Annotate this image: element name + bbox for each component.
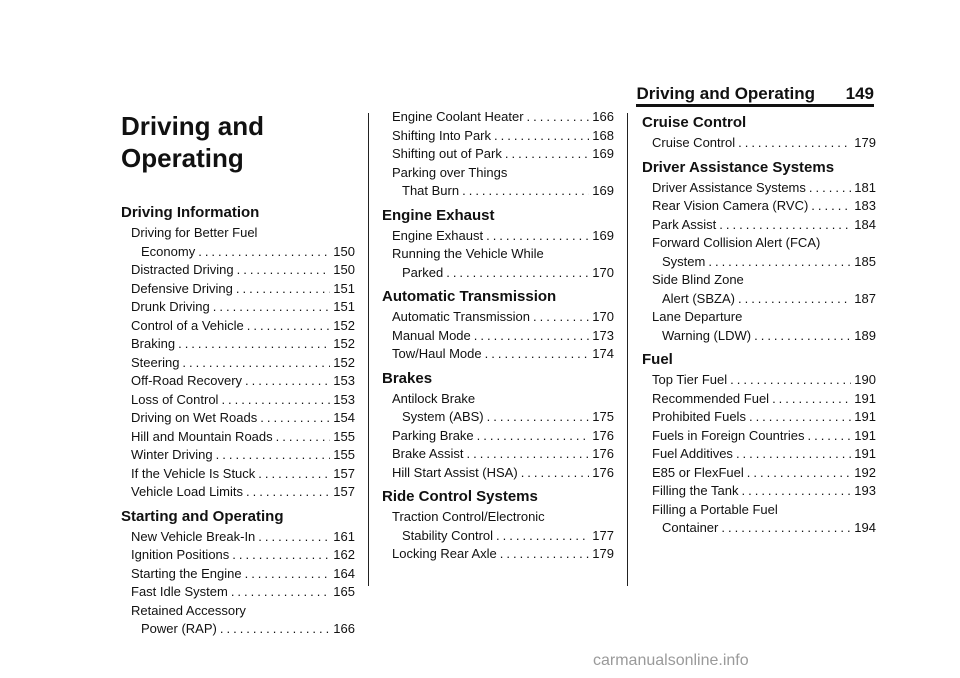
toc-entry-lead: Side Blind Zone <box>652 272 744 287</box>
section-heading: Driver Assistance Systems <box>642 158 835 176</box>
toc-entry-page: 191 <box>854 427 876 443</box>
toc-entry-page: 183 <box>854 198 876 213</box>
dot-leader <box>245 372 330 391</box>
toc-entry-page: 166 <box>333 621 355 636</box>
toc-entry[interactable] <box>642 234 876 271</box>
dot-leader <box>505 145 589 164</box>
section-heading: Brakes <box>382 369 433 387</box>
dot-leader <box>754 327 851 346</box>
toc-entry-title: Top Tier Fuel <box>652 372 728 387</box>
toc-entry-page: 173 <box>592 327 614 343</box>
toc-entry-title: Control of a Vehicle <box>131 317 244 333</box>
toc-section-brakes <box>382 370 614 483</box>
dot-leader <box>747 464 852 483</box>
toc-entry-title: Steering <box>131 354 180 370</box>
toc-column-2 <box>382 108 614 564</box>
toc-entry-title: Distracted Driving <box>131 262 234 277</box>
toc-entry-title: Driving on Wet Roads <box>131 410 258 425</box>
toc-entry-page: 169 <box>592 227 614 243</box>
toc-entry-title: Ignition Positions <box>131 547 230 562</box>
toc-entry-title: Tow/Haul Mode <box>392 346 482 361</box>
dot-leader <box>807 427 851 446</box>
toc-entry-lead: Forward Collision Alert (FCA) <box>652 235 821 250</box>
section-heading: Engine Exhaust <box>382 206 495 224</box>
toc-entry-page: 191 <box>854 390 876 406</box>
toc-entry[interactable] <box>121 317 355 336</box>
toc-entry-page: 152 <box>333 354 355 370</box>
dot-leader <box>730 371 851 390</box>
dot-leader <box>462 182 589 201</box>
dot-leader <box>521 464 590 483</box>
dot-leader <box>738 134 851 153</box>
dot-leader <box>276 428 331 447</box>
toc-entry[interactable] <box>642 216 876 235</box>
toc-entry-lead: Lane Departure <box>652 309 743 324</box>
toc-entry[interactable] <box>642 445 876 464</box>
toc-entry[interactable] <box>121 372 355 391</box>
toc-entry-title: System <box>662 253 706 269</box>
toc-entry-title: Hill Start Assist (HSA) <box>392 464 518 480</box>
toc-entry[interactable] <box>121 298 355 317</box>
toc-entry[interactable] <box>121 546 355 565</box>
toc-entry-page: 168 <box>592 127 614 143</box>
toc-entry[interactable] <box>382 445 614 464</box>
toc-section-cruise-control <box>642 114 876 153</box>
toc-entry[interactable] <box>121 583 355 602</box>
toc-entry[interactable] <box>642 390 876 409</box>
toc-entry[interactable] <box>382 345 614 364</box>
dot-leader <box>486 227 589 246</box>
toc-entry[interactable] <box>382 164 614 201</box>
toc-entry-title: Shifting out of Park <box>392 146 502 161</box>
dot-leader <box>708 253 851 272</box>
toc-section-starting-operating <box>121 508 355 639</box>
toc-entry-page: 176 <box>592 446 614 461</box>
toc-column-1 <box>121 110 355 639</box>
toc-entry-lead: Retained Accessory <box>131 602 246 618</box>
toc-entry-page: 179 <box>854 135 876 150</box>
toc-entry-page: 170 <box>592 264 614 280</box>
toc-entry-title: Warning (LDW) <box>662 327 752 343</box>
dot-leader <box>467 445 590 464</box>
toc-entry[interactable] <box>642 371 876 390</box>
dot-leader <box>738 290 851 309</box>
dot-leader <box>236 280 330 299</box>
dot-leader <box>178 335 330 354</box>
section-heading: Driving Information <box>121 204 260 221</box>
dot-leader <box>258 465 330 484</box>
dot-leader <box>232 546 330 565</box>
toc-entry-page: 152 <box>333 336 355 351</box>
toc-entry[interactable] <box>382 508 614 545</box>
toc-entry-title: Fast Idle System <box>131 584 228 599</box>
page-number: 149 <box>845 84 874 103</box>
toc-section-engine-exhaust <box>382 207 614 283</box>
toc-entry-title: Automatic Transmission <box>392 309 530 324</box>
toc-entry[interactable] <box>121 354 355 373</box>
toc-entry-title: Power (RAP) <box>141 621 217 636</box>
toc-entry-lead: Running the Vehicle While <box>392 246 544 261</box>
dot-leader <box>809 179 851 198</box>
toc-entry-lead: Antilock Brake <box>392 390 476 406</box>
header-rule <box>636 104 874 107</box>
dot-leader <box>213 298 331 317</box>
section-heading: Starting and Operating <box>121 507 284 525</box>
toc-entry[interactable] <box>121 602 355 639</box>
dot-leader <box>258 528 330 547</box>
dot-leader <box>474 327 590 346</box>
toc-entry[interactable] <box>642 271 876 308</box>
toc-entry-title: If the Vehicle Is Stuck <box>131 465 256 481</box>
dot-leader <box>246 483 330 502</box>
toc-entry-title: Winter Driving <box>131 447 213 462</box>
toc-entry[interactable] <box>642 308 876 345</box>
toc-column-3 <box>642 108 876 538</box>
column-divider <box>368 113 369 586</box>
toc-entry-title: Prohibited Fuels <box>652 409 746 424</box>
toc-entry-title: Fuels in Foreign Countries <box>652 427 805 443</box>
toc-section-starting-operating-cont <box>382 108 614 201</box>
toc-entry-page: 169 <box>592 146 614 161</box>
toc-entry-title: Fuel Additives <box>652 446 733 461</box>
toc-entry-page: 152 <box>333 317 355 333</box>
toc-entry[interactable] <box>121 483 355 502</box>
running-title: Driving and Operating <box>636 84 815 103</box>
toc-entry-page: 177 <box>592 527 614 543</box>
dot-leader <box>736 445 851 464</box>
toc-entry-page: 191 <box>854 409 876 424</box>
toc-entry-page: 165 <box>333 584 355 599</box>
toc-entry-page: 191 <box>854 446 876 461</box>
toc-entry[interactable] <box>121 528 355 547</box>
section-heading: Cruise Control <box>642 114 747 131</box>
toc-entry-title: Locking Rear Axle <box>392 546 497 561</box>
dot-leader <box>496 527 589 546</box>
toc-entry[interactable] <box>121 261 355 280</box>
toc-entry-page: 153 <box>333 373 355 388</box>
toc-entry-page: 187 <box>854 290 876 306</box>
toc-entry-title: Hill and Mountain Roads <box>131 428 273 444</box>
dot-leader <box>494 127 589 146</box>
toc-entry-title: Economy <box>141 243 196 259</box>
toc-entry-page: 193 <box>854 483 876 498</box>
dot-leader <box>487 408 590 427</box>
toc-entry[interactable] <box>382 390 614 427</box>
toc-entry-page: 176 <box>592 464 614 480</box>
toc-entry-title: Manual Mode <box>392 327 471 343</box>
dot-leader <box>477 427 590 446</box>
toc-entry-lead: Parking over Things <box>392 164 508 180</box>
dot-leader <box>182 354 330 373</box>
toc-entry[interactable] <box>382 427 614 446</box>
toc-entry[interactable] <box>642 427 876 446</box>
section-heading: Ride Control Systems <box>382 488 538 505</box>
toc-entry-title: Braking <box>131 336 176 351</box>
toc-entry-title: E85 or FlexFuel <box>652 464 744 480</box>
toc-entry[interactable] <box>642 464 876 483</box>
toc-entry-page: 157 <box>333 465 355 481</box>
toc-entry-page: 162 <box>333 547 355 562</box>
toc-entry[interactable] <box>382 327 614 346</box>
toc-entry[interactable] <box>121 465 355 484</box>
toc-entry-page: 154 <box>333 410 355 425</box>
dot-leader <box>446 264 589 283</box>
chapter-title: Driving and Operating <box>121 111 265 173</box>
dot-leader <box>220 620 330 639</box>
toc-entry-title: Filling the Tank <box>652 483 739 498</box>
dot-leader <box>719 216 851 235</box>
toc-entry-page: 164 <box>333 565 355 581</box>
dot-leader <box>527 108 590 127</box>
toc-entry-title: Vehicle Load Limits <box>131 484 244 499</box>
dot-leader <box>741 482 851 501</box>
toc-entry[interactable] <box>121 409 355 428</box>
dot-leader <box>231 583 330 602</box>
toc-entry-page: 181 <box>854 179 876 195</box>
toc-entry[interactable] <box>382 227 614 246</box>
toc-entry-title: Recommended Fuel <box>652 390 770 406</box>
toc-entry[interactable] <box>642 501 876 538</box>
toc-entry[interactable] <box>121 335 355 354</box>
toc-entry[interactable] <box>642 179 876 198</box>
dot-leader <box>247 317 331 336</box>
toc-entry[interactable] <box>382 245 614 282</box>
dot-leader <box>721 519 851 538</box>
dot-leader <box>221 391 330 410</box>
toc-entry-page: 185 <box>854 253 876 269</box>
toc-entry[interactable] <box>642 197 876 216</box>
toc-entry-lead: Driving for Better Fuel <box>131 225 258 240</box>
toc-entry-page: 157 <box>333 484 355 499</box>
toc-entry[interactable] <box>121 446 355 465</box>
watermark: carmanualsonline.info <box>593 652 749 669</box>
toc-entry[interactable] <box>382 308 614 327</box>
toc-entry-title: Stability Control <box>402 527 494 543</box>
toc-entry-page: 194 <box>854 520 876 535</box>
toc-entry-title: Defensive Driving <box>131 280 233 296</box>
toc-entry[interactable] <box>642 482 876 501</box>
dot-leader <box>811 197 851 216</box>
dot-leader <box>749 408 851 427</box>
toc-entry[interactable] <box>642 408 876 427</box>
toc-entry[interactable] <box>121 224 355 261</box>
section-heading: Automatic Transmission <box>382 288 557 305</box>
toc-entry-page: 169 <box>592 183 614 198</box>
dot-leader <box>260 409 330 428</box>
dot-leader <box>533 308 589 327</box>
toc-entry[interactable] <box>121 280 355 299</box>
toc-entry-page: 174 <box>592 346 614 361</box>
toc-entry-title: Loss of Control <box>131 391 219 407</box>
toc-entry-page: 150 <box>333 262 355 277</box>
dot-leader <box>216 446 331 465</box>
toc-entry-page: 155 <box>333 447 355 462</box>
dot-leader <box>237 261 331 280</box>
toc-entry-title: Container <box>662 520 719 535</box>
toc-entry-page: 151 <box>333 280 355 296</box>
toc-entry[interactable] <box>121 428 355 447</box>
toc-entry-page: 161 <box>333 528 355 544</box>
toc-entry-title: Drunk Driving <box>131 299 210 314</box>
toc-entry-title: New Vehicle Break-In <box>131 528 256 544</box>
toc-entry-title: Brake Assist <box>392 446 464 461</box>
toc-entry-title: Alert (SBZA) <box>662 290 735 306</box>
toc-entry-page: 176 <box>592 427 614 443</box>
column-divider <box>627 113 628 586</box>
toc-entry-title: Cruise Control <box>652 135 736 150</box>
toc-entry-page: 155 <box>333 428 355 444</box>
toc-entry-title: Rear Vision Camera (RVC) <box>652 198 809 213</box>
toc-entry-title: Off-Road Recovery <box>131 373 243 388</box>
dot-leader <box>245 565 331 584</box>
toc-entry-page: 192 <box>854 464 876 480</box>
toc-section-fuel <box>642 351 876 538</box>
toc-section-automatic-transmission <box>382 288 614 364</box>
toc-entry-title: Park Assist <box>652 216 717 232</box>
toc-section-driving-information <box>121 204 355 502</box>
toc-entry-page: 189 <box>854 327 876 343</box>
toc-entry[interactable] <box>121 565 355 584</box>
toc-entry-title: Parked <box>402 264 444 280</box>
toc-entry-page: 151 <box>333 299 355 314</box>
toc-entry-page: 150 <box>333 243 355 259</box>
dot-leader <box>500 545 590 564</box>
toc-entry-title: Starting the Engine <box>131 565 242 581</box>
toc-entry[interactable] <box>382 545 614 564</box>
toc-section-ride-control <box>382 488 614 564</box>
toc-entry-lead: Filling a Portable Fuel <box>652 501 778 517</box>
dot-leader <box>485 345 590 364</box>
toc-entry-title: That Burn <box>402 183 460 198</box>
toc-entry-title: Driver Assistance Systems <box>652 179 806 195</box>
toc-entry-page: 153 <box>333 391 355 407</box>
toc-entry[interactable] <box>382 108 614 127</box>
toc-entry-title: System (ABS) <box>402 409 484 424</box>
toc-section-driver-assistance <box>642 159 876 346</box>
toc-entry-page: 190 <box>854 372 876 387</box>
toc-entry-page: 175 <box>592 409 614 424</box>
dot-leader <box>772 390 851 409</box>
toc-entry-title: Engine Exhaust <box>392 227 484 243</box>
toc-entry[interactable] <box>121 391 355 410</box>
toc-entry-title: Parking Brake <box>392 427 474 443</box>
toc-entry-title: Shifting Into Park <box>392 127 491 143</box>
toc-entry-title: Engine Coolant Heater <box>392 109 524 124</box>
toc-entry[interactable] <box>382 464 614 483</box>
toc-entry[interactable] <box>642 134 876 153</box>
toc-entry-page: 184 <box>854 216 876 232</box>
toc-entry-lead: Traction Control/Electronic <box>392 509 545 524</box>
section-heading: Fuel <box>642 351 673 368</box>
toc-entry[interactable] <box>382 127 614 146</box>
toc-entry-page: 179 <box>592 546 614 561</box>
dot-leader <box>198 243 330 262</box>
toc-entry-page: 166 <box>592 109 614 124</box>
toc-entry[interactable] <box>382 145 614 164</box>
toc-entry-page: 170 <box>592 309 614 324</box>
